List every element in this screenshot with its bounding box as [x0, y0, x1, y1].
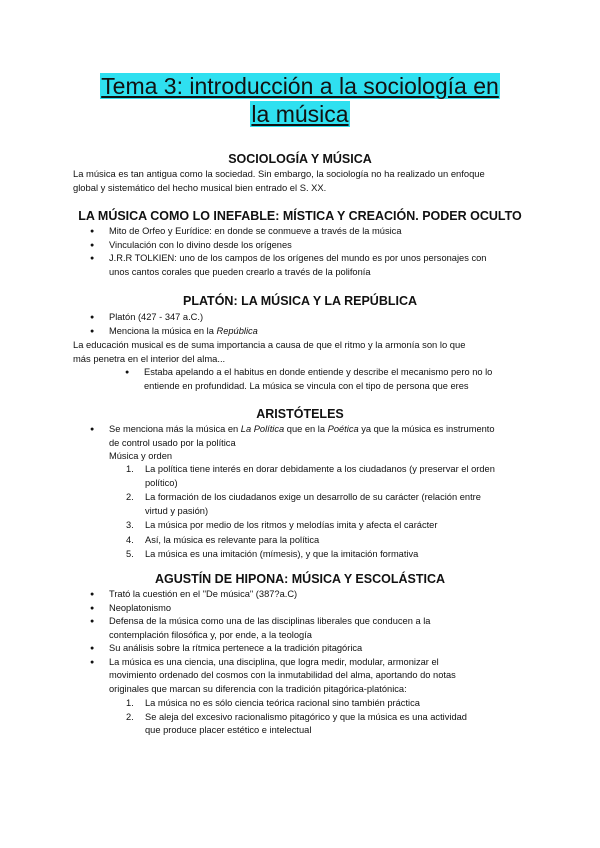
list-platon	[90, 311, 545, 338]
list-item: ● Se menciona más la música en La Política que en la Poética ya que la música es instrumento de control usado por la política Música y orden	[90, 423, 550, 464]
heading-platon: PLATÓN: LA MÚSICA Y LA REPÚBLICA	[182, 294, 418, 308]
list-musica-inefable	[90, 225, 545, 279]
title-line-2: la música	[251, 101, 349, 127]
list-item: ● Platón (427 - 347 a.C.)	[90, 311, 545, 325]
list-item: ● Vinculación con lo divino desde los orígenes	[90, 239, 545, 253]
list-item: 1. La política tiene interés en dorar debidamente a los ciudadanos (y preservar el orden político)	[126, 464, 495, 488]
list-item: ● Estaba apelando a el habitus en donde entiende y describe el mecanismo pero no lo entiende en profundidad. La música se vincula con el tipo de persona que eres	[125, 366, 545, 393]
list-agustin	[90, 588, 550, 696]
page-title	[50, 72, 550, 128]
list-item: 3. La música por medio de los ritmos y melodías imita y afecta el carácter	[126, 520, 438, 530]
platon-paragraph: La educación musical es de suma importancia a causa de que el ritmo y la armonía son lo que más penetra en el interior del alma...	[73, 339, 466, 364]
list-item: ● Neoplatonismo	[90, 602, 550, 616]
list-agustin-notas	[126, 697, 546, 738]
list-platon-habitus	[125, 366, 545, 393]
list-item: 4. Así, la música es relevante para la política	[126, 534, 320, 545]
intro-paragraph: La música es tan antigua como la sociedad. Sin embargo, la sociología no ha realizado un enfoque global y sistemático del hecho musical bien entrado el S. XX.	[73, 168, 485, 193]
list-aristoteles	[90, 423, 550, 464]
list-aristoteles-orden	[126, 463, 546, 562]
list-item: 2. La formación de los ciudadanos exige un desarrollo de su carácter (relación entre virtud y pasión)	[126, 492, 481, 516]
heading-musica-inefable: LA MÚSICA COMO LO INEFABLE: MÍSTICA Y CREACIÓN. PODER OCULTO	[78, 209, 522, 223]
heading-agustin-hipona: AGUSTÍN DE HIPONA: MÚSICA Y ESCOLÁSTICA	[154, 572, 446, 586]
list-item: 5. La música es una imitación (mímesis), y que la imitación formativa	[126, 549, 419, 559]
heading-aristoteles: ARISTÓTELES	[256, 407, 344, 421]
list-item: ● Su análisis sobre la rítmica pertenece a la tradición pitagórica	[90, 642, 550, 656]
list-item: ● Menciona la música en la República	[90, 325, 545, 339]
list-item: 2. Se aleja del excesivo racionalismo pitagórico y que la música es una actividad que produce placer estético e intelectual	[126, 711, 467, 735]
list-item: ● Mito de Orfeo y Eurídice: en donde se conmueve a través de la música	[90, 225, 545, 239]
list-item: ● Trató la cuestión en el "De música" (387?a.C)	[90, 588, 550, 602]
heading-sociologia-musica: SOCIOLOGÍA Y MÚSICA	[228, 152, 372, 166]
list-item: 1. La música no es sólo ciencia teórica racional sino también práctica	[126, 698, 420, 708]
list-item: ● J.R.R TOLKIEN: uno de los campos de los orígenes del mundo es por unos personajes con unos cantos corales que pueden crearlo a través de la polifonía	[90, 252, 545, 279]
list-item: ● La música es una ciencia, una disciplina, que logra medir, modular, armonizar el movimiento ordenado del cosmos con la inmutabilidad del alma, aportando do notas originales que marcan su diferencia con la tradición pitagórica-platónica:	[90, 656, 550, 697]
title-line-1: Tema 3: introducción a la sociología en	[101, 73, 499, 99]
list-item: ● Defensa de la música como una de las disciplinas liberales que conducen a la contemplación filosófica y, por ende, a la teología	[90, 615, 550, 642]
